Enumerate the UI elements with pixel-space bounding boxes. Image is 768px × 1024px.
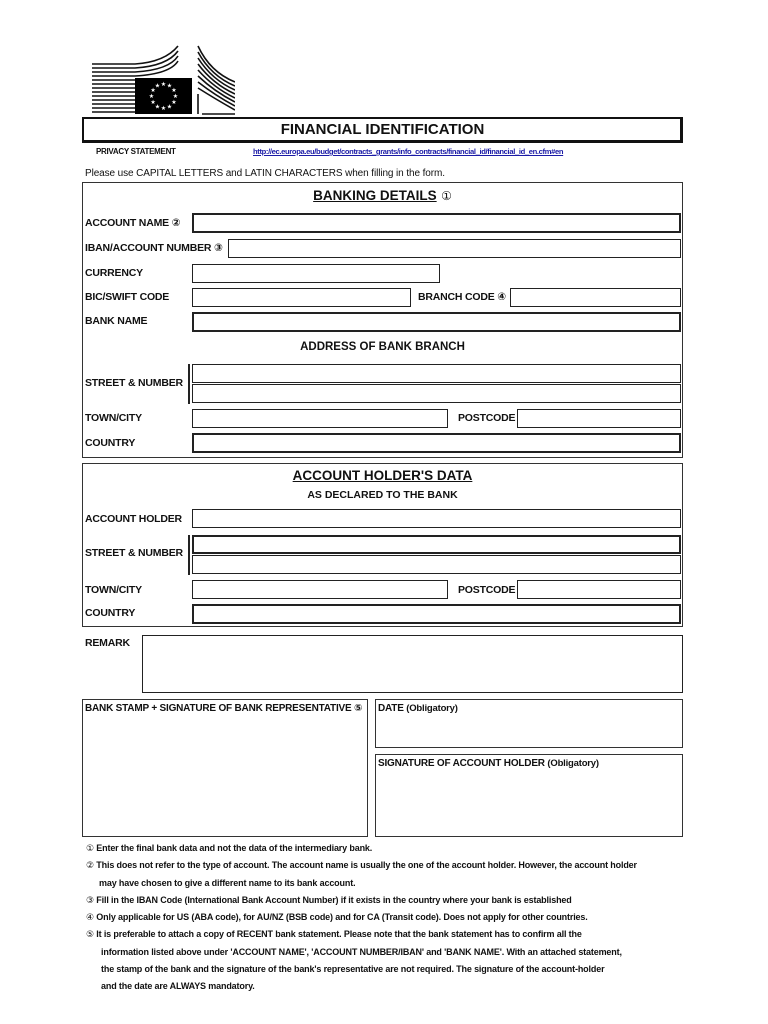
privacy-statement-label: PRIVACY STATEMENT: [96, 147, 176, 156]
remark-field[interactable]: [142, 635, 683, 693]
bank-country-field[interactable]: [192, 433, 681, 453]
holder-postcode-field[interactable]: [517, 580, 681, 599]
footnote-3: [86, 895, 572, 906]
privacy-statement-link[interactable]: http://ec.europa.eu/budget/contracts_grants/info_contracts/financial_id/financial_id_en.cfm#en: [253, 147, 564, 156]
banking-details-title: BANKING DETAILS: [313, 188, 437, 203]
branch-code-field[interactable]: [510, 288, 681, 307]
footnote-1-mark: ①: [86, 843, 94, 853]
holder-country-field[interactable]: [192, 604, 681, 624]
iban-field[interactable]: [228, 239, 681, 258]
bank-name-label: BANK NAME: [85, 315, 148, 327]
remark-label: REMARK: [85, 637, 130, 649]
european-commission-logo: [90, 42, 235, 117]
footnote-4-text: Only applicable for US (ABA code), for AU/NZ (BSB code) and for CA (Transit code). Does not apply for other countries.: [96, 912, 588, 922]
footnote-5-text-line-2: information listed above under 'ACCOUNT NAME', 'ACCOUNT NUMBER/IBAN' and 'BANK NAME'. With an attached statement,: [101, 947, 622, 957]
svg-text:★: ★: [154, 82, 161, 90]
bank-stamp-label: BANK STAMP + SIGNATURE OF BANK REPRESENTATIVE ⑤: [85, 703, 363, 714]
currency-label: CURRENCY: [85, 267, 143, 279]
footnote-5-text-line-4: and the date are ALWAYS mandatory.: [101, 981, 255, 991]
address-of-bank-branch-title: ADDRESS OF BANK BRANCH: [300, 341, 465, 353]
account-holder-label: ACCOUNT HOLDER: [85, 513, 182, 525]
ec-building-icon: [90, 42, 235, 117]
svg-text:★: ★: [148, 93, 155, 100]
bank-town-field[interactable]: [192, 409, 448, 428]
svg-text:★: ★: [154, 103, 161, 111]
account-holder-subtitle: AS DECLARED TO THE BANK: [307, 489, 458, 501]
bic-swift-field[interactable]: [192, 288, 411, 307]
bic-swift-label: BIC/SWIFT CODE: [85, 291, 170, 303]
date-label: [378, 703, 458, 714]
street-bracket: [188, 364, 190, 404]
svg-text:★: ★: [160, 81, 167, 88]
bank-town-label: TOWN/CITY: [85, 412, 142, 424]
footnote-3-mark: ③: [86, 895, 94, 905]
account-name-field[interactable]: [192, 213, 681, 233]
footnote-5: [86, 929, 582, 940]
holder-street-bracket: [188, 535, 190, 575]
holder-signature-obligatory-text: (Obligatory): [547, 758, 599, 769]
footnote-2: [86, 860, 637, 871]
svg-text:★: ★: [150, 87, 156, 94]
footnote-2-text-line-2: may have chosen to give a different name to its bank account.: [99, 878, 356, 888]
svg-text:★: ★: [172, 93, 179, 100]
svg-text:★: ★: [150, 99, 156, 106]
footnote-2-text-line-1: This does not refer to the type of account. The account name is usually the one of the account holder. However, the account holder: [96, 860, 637, 870]
holder-street-label: STREET & NUMBER: [85, 547, 183, 559]
bank-street-field-2[interactable]: [192, 384, 681, 403]
holder-signature-label-text: SIGNATURE OF ACCOUNT HOLDER: [378, 758, 545, 769]
page-title: FINANCIAL IDENTIFICATION: [280, 121, 485, 138]
bank-name-field[interactable]: [192, 312, 681, 332]
bank-postcode-field[interactable]: [517, 409, 681, 428]
account-holder-title: ACCOUNT HOLDER'S DATA: [292, 468, 473, 483]
footnote-1-text: Enter the final bank data and not the data of the intermediary bank.: [96, 843, 373, 853]
holder-street-field-2[interactable]: [192, 555, 681, 574]
branch-code-label: BRANCH CODE ④: [418, 291, 506, 303]
bank-postcode-label: POSTCODE: [458, 412, 516, 424]
date-obligatory-text: (Obligatory): [406, 703, 458, 714]
footnote-5-text-line-3: the stamp of the bank and the signature of the bank's representative are not required. The signature of the account-holder: [101, 964, 605, 974]
svg-text:★: ★: [160, 105, 167, 112]
holder-town-label: TOWN/CITY: [85, 584, 142, 596]
date-label-text: DATE: [378, 703, 404, 714]
holder-postcode-label: POSTCODE: [458, 584, 516, 596]
bank-street-field-1[interactable]: [192, 364, 681, 383]
footnote-4: [86, 912, 588, 923]
holder-town-field[interactable]: [192, 580, 448, 599]
svg-text:★: ★: [171, 99, 177, 106]
currency-field[interactable]: [192, 264, 440, 283]
footnote-3-text: Fill in the IBAN Code (International Bank Account Number) if it exists in the country where your bank is established: [96, 895, 572, 905]
footnote-4-mark: ④: [86, 912, 94, 922]
svg-text:★: ★: [166, 82, 173, 90]
footnote-1: [86, 843, 372, 854]
instruction-text: Please use CAPITAL LETTERS and LATIN CHARACTERS when filling in the form.: [85, 168, 445, 179]
bank-country-label: COUNTRY: [85, 437, 136, 449]
account-name-label: ACCOUNT NAME ②: [85, 217, 181, 229]
bank-stamp-box[interactable]: [82, 699, 368, 837]
account-holder-field[interactable]: [192, 509, 681, 528]
iban-label: IBAN/ACCOUNT NUMBER ③: [85, 242, 223, 254]
footnote-5-mark: ⑤: [86, 929, 94, 939]
footnote-2-mark: ②: [86, 860, 94, 870]
banking-details-heading: [82, 187, 683, 205]
footnote-5-text-line-1: It is preferable to attach a copy of RECENT bank statement. Please note that the bank statement has to confirm all the: [96, 929, 582, 939]
svg-text:★: ★: [166, 103, 173, 111]
holder-street-field-1[interactable]: [192, 535, 681, 554]
footnote-1-marker: ①: [441, 189, 452, 203]
svg-text:★: ★: [171, 87, 177, 94]
holder-signature-label: [378, 758, 599, 769]
holder-country-label: COUNTRY: [85, 607, 136, 619]
bank-street-label: STREET & NUMBER: [85, 377, 183, 389]
